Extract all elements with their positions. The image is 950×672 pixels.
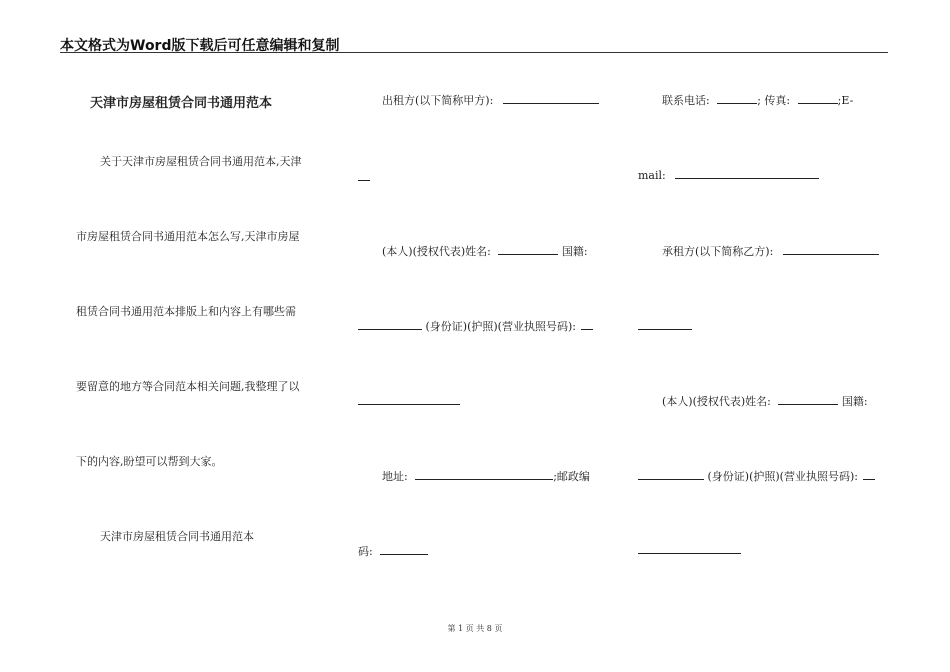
address-label: 地址:: [382, 470, 408, 483]
postal-code-blank: [380, 544, 428, 555]
email-label: mail:: [638, 169, 666, 182]
phone-label: 联系电话:: [662, 94, 710, 107]
lessee-blank-cont: [638, 329, 692, 330]
address-blank: [415, 469, 553, 480]
lessor-id-line: [358, 319, 593, 334]
lessor-blank: [503, 93, 599, 104]
section-subtitle: 天津市房屋租赁合同书通用范本: [100, 530, 254, 543]
contact-line: [662, 93, 853, 108]
lessor-blank-cont: [358, 180, 370, 181]
lessor-name-line: [382, 244, 588, 259]
lessor-nationality-label: 国籍:: [561, 245, 588, 258]
phone-blank: [717, 93, 757, 104]
postal-code-label: 码:: [358, 545, 373, 558]
lessor-id-blank: [358, 319, 422, 330]
lessee-name-blank: [778, 394, 838, 405]
lessor-line: [382, 93, 599, 108]
intro-line-2: 市房屋租赁合同书通用范本怎么写,天津市房屋: [76, 230, 300, 243]
lessor-id-blank-cont: [358, 404, 460, 405]
lessee-id-blank-cont: [638, 553, 741, 554]
lessor-name-label: (本人)(授权代表)姓名:: [382, 245, 491, 258]
page-number: 第 1 页 共 8 页: [447, 624, 503, 633]
document-title: 天津市房屋租赁合同书通用范本: [90, 96, 273, 111]
lessee-blank: [783, 244, 879, 255]
lessee-id-label: (身份证)(护照)(营业执照号码):: [707, 470, 858, 483]
lessor-name-blank: [498, 244, 558, 255]
fax-label: ; 传真:: [757, 94, 791, 107]
intro-line-3: 租赁合同书通用范本排版上和内容上有哪些需: [76, 305, 296, 318]
intro-line-1: 关于天津市房屋租赁合同书通用范本,天津: [100, 155, 302, 168]
lessee-id-line: [638, 469, 875, 484]
lessor-address-line: [382, 469, 590, 484]
postal-label: ;邮政编: [553, 470, 590, 483]
lessee-id-blank-end: [863, 469, 875, 480]
lessee-name-line: [662, 394, 868, 409]
email-label-start: ;E-: [837, 94, 854, 107]
lessee-label: 承租方(以下简称乙方):: [662, 245, 774, 258]
document-header: 本文格式为Word版下载后可任意编辑和复制: [60, 38, 340, 54]
lessee-name-label: (本人)(授权代表)姓名:: [662, 395, 771, 408]
lessor-id-blank-end: [581, 319, 593, 330]
lessee-id-blank: [638, 469, 704, 480]
lessor-label: 出租方(以下简称甲方):: [382, 94, 494, 107]
email-line: [638, 168, 819, 183]
lessee-nationality-label: 国籍:: [841, 395, 868, 408]
lessee-line: [662, 244, 879, 259]
postal-code-line: [358, 544, 428, 559]
intro-line-4: 要留意的地方等合同范本相关问题,我整理了以: [76, 380, 300, 393]
email-blank: [675, 168, 819, 179]
lessor-id-label: (身份证)(护照)(营业执照号码):: [425, 320, 576, 333]
intro-line-5: 下的内容,盼望可以帮到大家。: [76, 455, 223, 468]
header-rule: [60, 52, 888, 53]
fax-blank: [798, 93, 838, 104]
